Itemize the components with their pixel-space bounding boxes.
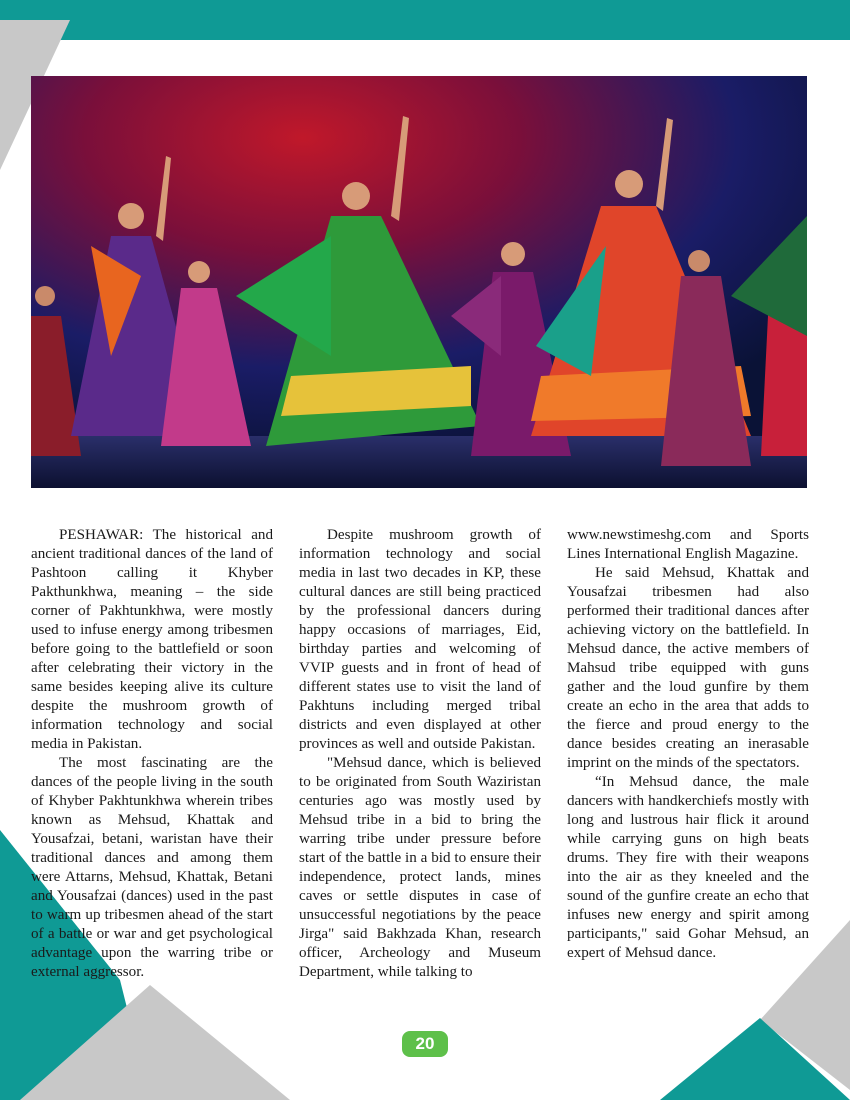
article-body (31, 526, 809, 1026)
paragraph: PESHAWAR: The historical and ancient traditional dances of the land of Pashtoon calling it Khyber Pakthunkhwa, meaning – the side corner of Pakhtunkhwa, were mostly used to infuse energy among tribesmen before going to the battlefield or soon after celebrating their victory in the same besides keeping alive its culture despite the mushroom growth of information technology and social media in Pakistan. (31, 527, 273, 752)
page-number-badge: 20 (402, 1031, 448, 1057)
paragraph: The most fascinating are the dances of the people living in the south of Khyber Pakhtunkhwa wherein tribes known as Mehsud, Khattak and Yousafzai, betani, waristan have their traditional dances and among them were Attarns, Mehsud, Khattak, Betani and Yousafzai (dances) used in the past to warm up tribesmen ahead of the start of a battle or war and get psychological advantage upon the warring tribe or external aggressor. (31, 755, 273, 980)
article-column-1 (31, 526, 273, 1026)
paragraph: Despite mushroom growth of information technology and social media in last two decades in KP, these cultural dances are still being practiced by the professional dancers during happy occasions of marriages, Eid, birthday parties and welcoming of VVIP guests and in front of head of different states use to visit the land of Pakhtuns including merged tribal districts and even displayed at other provinces as well and outside Pakistan. (299, 527, 541, 752)
article-column-2 (299, 526, 541, 1026)
paragraph: www.newstimeshg.com and Sports Lines International English Magazine. (567, 527, 809, 562)
paragraph: "Mehsud dance, which is believed to be originated from South Waziristan centuries ago was mostly used by Mehsud tribe in a bid to bring the warring tribe under pressure before start of the battle in a bid to ensure their independence, protect lands, mines caves or settle disputes in case of unsuccessful negotiations by the peace Jirga" said Bakhzada Khan, research officer, Archeology and Museum Department, while talking to (299, 755, 541, 980)
paragraph: He said Mehsud, Khattak and Yousafzai tribesmen had also performed their traditional dances after achieving victory on the battlefield. In Mehsud dance, the active members of Mahsud tribe equipped with guns gather and the loud gunfire by them create an echo in the area that adds to the fierce and proud energy to the dance besides creating an inerasable imprint on the minds of the spectators. (567, 565, 809, 771)
article-column-3 (567, 526, 809, 1026)
dancers-photo (31, 76, 807, 488)
paragraph: “In Mehsud dance, the male dancers with handkerchiefs mostly with long and lustrous hair flick it around while carrying guns on high beats drums. They fire with their weapons into the air as they kneeled and the sound of the gunfire create an echo that infuses new energy and spirit among participants," said Gohar Mehsud, an expert of Mehsud dance. (567, 774, 809, 961)
